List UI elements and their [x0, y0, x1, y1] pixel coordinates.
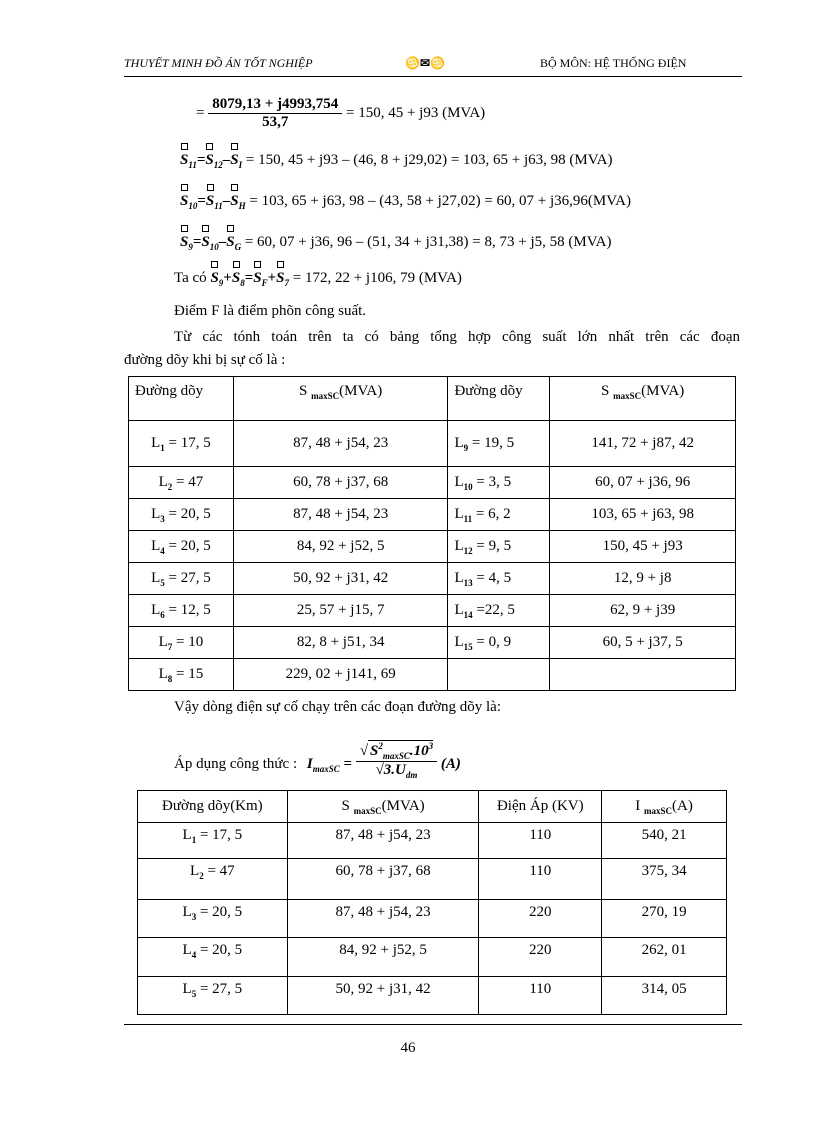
- symbol-s7: $S_7$: [276, 270, 289, 288]
- voltage-cell: 220: [479, 900, 602, 938]
- formula-denominator: $√3.U_{dm}$: [375, 762, 418, 780]
- page-number: 46: [400, 1040, 416, 1056]
- s10-result: = 103, 65 + j63, 98 – (43, 58 + j27,02) = 60, 07 + j36,96(MVA): [249, 193, 631, 209]
- power-cell: 87, 48 + j54, 23: [287, 823, 479, 859]
- power-cell: 12, 9 + j8: [550, 563, 736, 595]
- header-rule: [124, 76, 742, 77]
- symbol-s11b: $S_{11}$: [206, 193, 223, 211]
- line-cell: $L_{11} = 6$, 2: [448, 499, 550, 531]
- power-cell: 62, 9 + j39: [550, 595, 736, 627]
- table-row: [129, 659, 736, 691]
- table-row: [138, 859, 727, 900]
- power-summary-table: [128, 376, 736, 691]
- summary-line-2: đường dõy khi bị sự cố là :: [124, 352, 286, 368]
- line-cell: $L_1 = 17$, 5: [138, 823, 288, 859]
- table-row: [129, 595, 736, 627]
- header-line-2: Đường dõy: [448, 377, 550, 421]
- footer-rule: [124, 1024, 742, 1025]
- line-cell: $L_9 = 19$, 5: [448, 421, 550, 467]
- symbol-s8: $S_8$: [232, 270, 245, 288]
- formula-unit: (A): [440, 756, 461, 772]
- formula-numerator: √ $S^2_{maxSC}.10^3$: [356, 740, 437, 762]
- table-header-row: [138, 791, 727, 823]
- formula-fraction: [356, 740, 437, 780]
- equation-taco: Ta có $S_9+$ $S_8=$ $S_F+$ $S_7 = 172$, 22 + j106, 79 (MVA): [174, 270, 462, 288]
- formula-lhs: $I_{maxSC}$: [306, 756, 340, 774]
- power-cell: 50, 92 + j31, 42: [287, 977, 479, 1015]
- symbol-s10: $S_{10}$: [180, 193, 197, 211]
- line-cell: $L_8 = 15$: [129, 659, 234, 691]
- taco-result: = 172, 22 + j106, 79 (MVA): [292, 270, 462, 286]
- line-cell: $L_{13} = 4$, 5: [448, 563, 550, 595]
- voltage-cell: 220: [479, 938, 602, 977]
- table-row: [129, 627, 736, 659]
- line-cell: $L_{15} = 0$, 9: [448, 627, 550, 659]
- table-header-row: [129, 377, 736, 421]
- power-cell: 50, 92 + j31, 42: [233, 563, 448, 595]
- taco-prefix: Ta có: [174, 270, 207, 286]
- symbol-sf: $S_F$: [253, 270, 267, 288]
- power-cell: 141, 72 + j87, 42: [550, 421, 736, 467]
- current-cell: 314, 05: [602, 977, 727, 1015]
- line-cell: $L_3 = 20$, 5: [129, 499, 234, 531]
- header-line-km: Đường dõy(Km): [138, 791, 288, 823]
- header-title: THUYẾT MINH ĐỒ ÁN TỐT NGHIỆP: [124, 56, 313, 70]
- line-cell: $L_2 = 47$: [138, 859, 288, 900]
- power-cell: 103, 65 + j63, 98: [550, 499, 736, 531]
- equation-s9: $S_9=$ $S_{10}-$ $S_G = 60$, 07 + j36, 96 – (51, 34 + j31,38) = 8, 73 + j5, 58 (MVA): [180, 234, 611, 252]
- table-row: [138, 938, 727, 977]
- line-cell: [448, 659, 550, 691]
- voltage-cell: 110: [479, 977, 602, 1015]
- power-cell: 87, 48 + j54, 23: [233, 499, 448, 531]
- power-cell: 60, 78 + j37, 68: [233, 467, 448, 499]
- header-power-2: S $_{maxSC}$(MVA): [550, 377, 736, 421]
- current-formula: [174, 740, 461, 780]
- table-row: [138, 823, 727, 859]
- header-voltage: Điện Áp (KV): [479, 791, 602, 823]
- eq-sign: =: [196, 104, 205, 121]
- equation-s10: $S_{10}=$ $S_{11}-$ $S_H = 103$, 65 + j63, 98 – (43, 58 + j27,02) = 60, 07 + j36,96(MVA): [180, 193, 631, 211]
- line-cell: $L_{10} = 3$, 5: [448, 467, 550, 499]
- power-cell: 150, 45 + j93: [550, 531, 736, 563]
- power-cell: 229, 02 + j141, 69: [233, 659, 448, 691]
- symbol-si: $S_I$: [230, 152, 242, 170]
- equation-s11: $S_{11}=$ $S_{12}-$ $S_I = 150$, 45 + j93 – (46, 8 + j29,02) = 103, 65 + j63, 98 (MVA): [180, 152, 612, 170]
- power-cell: 25, 57 + j15, 7: [233, 595, 448, 627]
- header-current: I $_{maxSC}$(A): [602, 791, 727, 823]
- line-cell: $L_7 = 10$: [129, 627, 234, 659]
- symbol-s11: $S_{11}$: [180, 152, 197, 170]
- power-cell: 87, 48 + j54, 23: [287, 900, 479, 938]
- table-row: [129, 531, 736, 563]
- current-cell: 270, 19: [602, 900, 727, 938]
- s11-result: = 150, 45 + j93 – (46, 8 + j29,02) = 103, 65 + j63, 98 (MVA): [245, 152, 613, 168]
- symbol-sh: $S_H$: [230, 193, 245, 211]
- symbol-s10b: $S_{10}$: [201, 234, 218, 252]
- line-cell: $L_{12} = 9$, 5: [448, 531, 550, 563]
- current-cell: 262, 01: [602, 938, 727, 977]
- fraction-denominator: 53,7: [262, 114, 289, 130]
- table-row: [129, 563, 736, 595]
- voltage-cell: 110: [479, 823, 602, 859]
- point-f-text: Điểm F là điểm phõn công suất.: [174, 303, 367, 319]
- line-cell: $L_4 = 20$, 5: [129, 531, 234, 563]
- table-row: [129, 467, 736, 499]
- voltage-cell: 110: [479, 859, 602, 900]
- power-cell: [550, 659, 736, 691]
- power-cell: 60, 07 + j36, 96: [550, 467, 736, 499]
- current-intro: Vậy dòng điện sự cố chạy trên các đoạn đường dõy là:: [174, 699, 502, 715]
- formula-prefix: Áp dụng công thức :: [174, 756, 298, 772]
- table-row: [138, 900, 727, 938]
- line-cell: $L_1 = 17$, 5: [129, 421, 234, 467]
- header-power-1: S $_{maxSC}$(MVA): [233, 377, 448, 421]
- table-row: [138, 977, 727, 1015]
- line-cell: $L_4 = 20$, 5: [138, 938, 288, 977]
- fraction: [208, 96, 342, 131]
- header-department: BỘ MÔN: HỆ THỐNG ĐIỆN: [540, 56, 687, 70]
- symbol-s9c: $S_9$: [210, 270, 223, 288]
- line-cell: $L_2 = 47$: [129, 467, 234, 499]
- line-cell: $L_6 = 12$, 5: [129, 595, 234, 627]
- power-cell: 60, 5 + j37, 5: [550, 627, 736, 659]
- power-cell: 84, 92 + j52, 5: [233, 531, 448, 563]
- summary-line-1: Từ các tónh toán trên ta có bảng tổng hợp công suất lớn nhất trên các đoạn: [174, 329, 740, 345]
- fraction-result: = 150, 45 + j93 (MVA): [346, 104, 486, 121]
- current-table: [137, 790, 727, 1015]
- symbol-s9: $S_9$: [180, 234, 193, 252]
- power-cell: 84, 92 + j52, 5: [287, 938, 479, 977]
- line-cell: $L_5 = 27$, 5: [129, 563, 234, 595]
- power-cell: 87, 48 + j54, 23: [233, 421, 448, 467]
- table-row: [129, 499, 736, 531]
- header-ornament: ♋✉♋: [405, 56, 445, 70]
- header-line-1: Đường dõy: [129, 377, 234, 421]
- power-cell: 82, 8 + j51, 34: [233, 627, 448, 659]
- formula-eq: =: [343, 756, 353, 772]
- line-cell: $L_5 = 27$, 5: [138, 977, 288, 1015]
- header-power: S $_{maxSC}$(MVA): [287, 791, 479, 823]
- line-cell: $L_{14} =22$, 5: [448, 595, 550, 627]
- line-cell: $L_3 = 20$, 5: [138, 900, 288, 938]
- symbol-s12: $S_{12}$: [205, 152, 222, 170]
- current-cell: 375, 34: [602, 859, 727, 900]
- current-cell: 540, 21: [602, 823, 727, 859]
- table-row: [129, 421, 736, 467]
- s9-result: = 60, 07 + j36, 96 – (51, 34 + j31,38) = 8, 73 + j5, 58 (MVA): [244, 234, 612, 250]
- symbol-sg: $S_G$: [226, 234, 241, 252]
- fraction-numerator: 8079,13 + j4993,754: [208, 96, 342, 114]
- power-cell: 60, 78 + j37, 68: [287, 859, 479, 900]
- equation-fraction: [196, 96, 485, 131]
